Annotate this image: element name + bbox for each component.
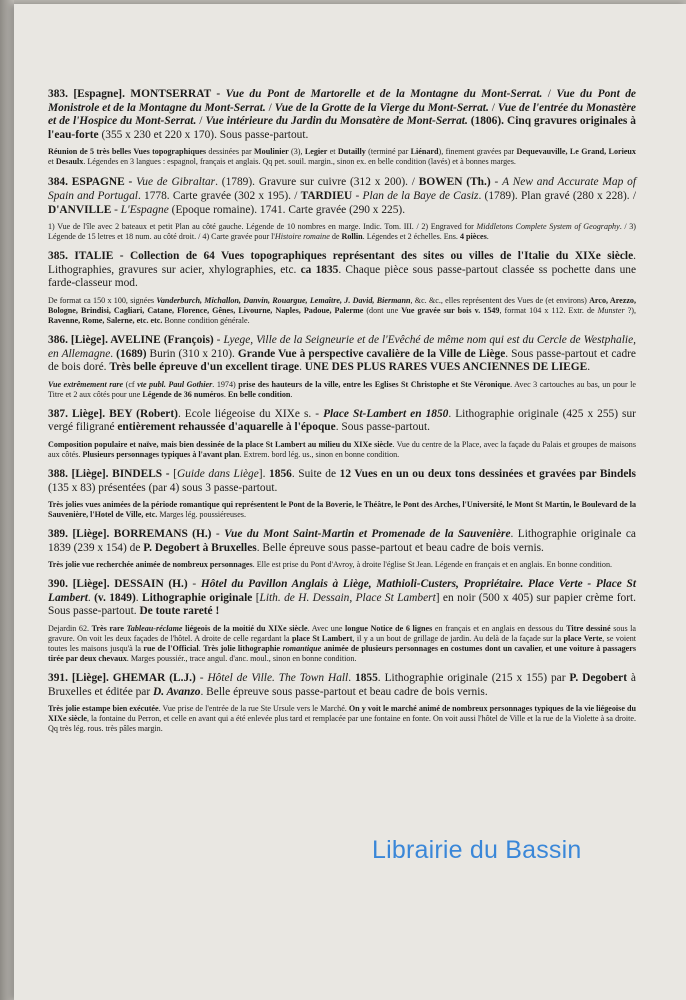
text-run: - <box>490 176 503 189</box>
text-run: , &c. &c., elles représentent des Vues de (et environs) <box>410 295 590 305</box>
text-run: [ <box>252 591 260 604</box>
text-run: place St Lambert <box>292 634 353 644</box>
text-run: Très jolie vue recherchée animée de nombreux personnages <box>48 560 253 570</box>
text-run: . <box>198 644 204 654</box>
text-run: (dont une <box>363 305 402 315</box>
text-run: Dejardin 62. <box>48 624 92 634</box>
text-run: TARDIEU <box>300 189 353 202</box>
entry-description <box>48 468 636 495</box>
text-run: L'Espagne <box>120 203 169 216</box>
text-run: Dutailly <box>337 147 366 157</box>
text-run: . Avec une <box>307 624 346 634</box>
text-run: à Bruxelles et éditée par <box>48 672 636 698</box>
text-run: De toute rareté ! <box>139 605 220 618</box>
text-run: / <box>265 101 275 114</box>
text-run: 387. Liège]. BEY (Robert) <box>48 407 178 420</box>
entry-description <box>48 88 636 142</box>
text-run: Lith. de H. Dessain, Place St Lambert <box>259 591 436 604</box>
text-run: - <box>187 578 201 591</box>
text-run: Titre dessiné <box>566 624 611 634</box>
text-run: . Lithographie originale (425 x 255) sur vergé filigrané <box>48 407 636 434</box>
text-run: 384. ESPAGNE - <box>48 176 137 189</box>
text-run: 383. [Espagne]. MONTSERRAT - <box>48 88 226 100</box>
entry-note <box>48 380 636 400</box>
entry-note <box>48 222 636 242</box>
entry-note <box>48 296 636 326</box>
text-run: 389. [Liège]. BORREMANS (H.) <box>48 528 212 541</box>
text-run: . <box>110 347 117 360</box>
text-run: . Avec 3 cartouches au bas, un pour le Titre et 2 aux côtés pour une <box>48 379 637 399</box>
text-run: en français et en anglais en dessous du <box>432 624 567 634</box>
text-run: Munster <box>597 305 625 315</box>
entry-description <box>48 528 636 555</box>
text-run: Vue intérieure du Jardin du Monsatère de Mont-Serrat. <box>205 115 468 128</box>
text-run: , il y a un bout de grillage de jardin. Au delà de la façade sur la <box>352 634 564 644</box>
text-run: Vue extrêmement rare <box>48 379 124 389</box>
text-run: Middletons Complete System of Geography <box>476 222 620 232</box>
book-spine-shadow <box>0 0 14 1000</box>
text-run: . Chaque pièce sous passe-partout classée ss pochette dans une farde-classeur mod. <box>48 263 637 290</box>
text-run: UNE DES PLUS RARES VUES ANCIENNES DE LIEGE <box>304 361 588 374</box>
text-run: Très jolie estampe bien exécutée <box>48 704 159 714</box>
text-run: . <box>223 389 228 399</box>
text-run: Hôtel de Ville. The Town Hall <box>207 672 349 685</box>
catalogue-entry-389 <box>48 528 636 570</box>
text-run: 388. [Liège]. BINDELS - <box>48 467 174 480</box>
text-run: Très jolies vues animées de la période romantique qui représentent le Pont de la Boverie, le Théâtre, le Pont des Arches, l'Université, le Mont St Martin, le Boulevard de la Sauvenière, l'Hotel de Ville, etc. <box>48 500 636 520</box>
text-run: - <box>111 203 121 216</box>
text-run: . <box>87 591 95 604</box>
text-run: Moulinier <box>254 147 289 157</box>
catalogue-content <box>48 88 636 742</box>
text-run: Vue de la Grotte de la Vierge du Mont-Serrat. <box>274 101 489 114</box>
text-run: 385. ITALIE - Collection de 64 Vues topographiques représentant des sites ou villes de l'Italie du XIXe siècle <box>48 250 634 263</box>
text-run: Arco, Arezzo, Bologne, Brindisi, Cagliari, Catane, Florence, Gênes, Livourne, Naples, Padoue, Palerme <box>48 295 637 315</box>
text-run: . Vue prise de l'entrée de la rue Ste Ursule vers le Marché. <box>158 704 349 714</box>
text-run: ), finement gravées par <box>438 147 517 157</box>
text-run: Bonne condition générale. <box>162 315 250 325</box>
text-run: ]. <box>258 467 270 480</box>
entry-description <box>48 578 636 619</box>
text-run: Vue du Pont de Monistrole et de la Montagne du Mont-Serrat. <box>48 88 636 114</box>
text-run: Légende de 36 numéros <box>142 389 224 399</box>
text-run: place Verte <box>563 634 603 644</box>
text-run: . Sous passe-partout et cadre de bois doré. <box>48 347 636 374</box>
text-run: Ravenne, Rome, Salerne, etc. etc. <box>48 315 163 325</box>
text-run: Hôtel du Pavillon Anglais à Liège, Mathioli-Custers, Propriétaire. Place Verte - Place St Lambert <box>48 578 636 604</box>
text-run: sous la gravure. On voit les deux façades de l'hôtel. A droite de celle regardant la <box>48 624 637 644</box>
text-run: ?), <box>624 305 637 315</box>
text-run: . 1974) <box>212 379 239 389</box>
text-run: . (1789). Gravure sur cuivre (312 x 200). / <box>215 176 419 189</box>
text-run: Vue du Mont Saint-Martin et Promenade de la Sauvenière <box>224 528 511 541</box>
entry-description <box>48 250 636 291</box>
text-run: Desaulx <box>55 157 84 167</box>
text-run: , se voient toutes les maisons jusqu'à la <box>48 634 637 654</box>
entry-note <box>48 704 636 734</box>
entry-note <box>48 560 636 570</box>
text-run: [ <box>173 467 177 480</box>
catalogue-entry-387 <box>48 408 636 460</box>
text-run: On y voit le marché animé de nombreux personnages typiques de la vie liégeoise du XIXe siècle <box>48 704 636 724</box>
text-run: De format ca 150 x 100, signées <box>48 295 157 305</box>
text-run: . Lithographie originale (215 x 155) par <box>377 672 570 685</box>
text-run: Histoire romaine <box>274 232 330 242</box>
text-run: A New and Accurate Map of Spain and Portugal <box>48 176 636 202</box>
text-run: (cf <box>123 379 138 389</box>
text-run: romantique <box>282 644 322 654</box>
text-run: Vue gravée sur bois v. 1549 <box>401 305 500 315</box>
text-run: . <box>135 591 143 604</box>
text-run: D. Avanzo <box>153 685 201 698</box>
entry-note <box>48 624 636 664</box>
text-run: (355 x 230 et 220 x 170). Sous passe-partout. <box>98 128 309 141</box>
text-run: . <box>348 672 356 685</box>
text-run: 391. [Liège]. GHEMAR (L.J.) <box>48 672 196 685</box>
text-run: / <box>542 88 557 100</box>
text-run: rue de l'Official <box>143 644 199 654</box>
text-run: ] en noir (500 x 405) sur papier crème fort. Sous passe-partout. <box>48 591 636 618</box>
text-run: Très jolie lithographie <box>203 644 283 654</box>
text-run: (1689) <box>116 347 147 360</box>
text-run: P. Degobert à Bruxelles <box>143 541 257 554</box>
entry-description <box>48 334 636 375</box>
text-run: . / 3) Légende de 15 letres et 18 num. au côté droit. / 4) Carte gravée pour l' <box>48 222 636 242</box>
text-run: animée de plusieurs personnages en costumes dont un cavalier, et une voiture à passagers tirée par deux chevaux <box>48 644 636 664</box>
text-run: 390. [Liège]. DESSAIN (H.) <box>48 578 188 591</box>
entry-description <box>48 176 636 217</box>
text-run: Très belle épreuve d'un excellent tirage <box>109 361 300 374</box>
text-run: . Ecole liégeoise du XIXe s. - <box>177 407 324 420</box>
text-run: . Marges poussiér., trace angul. d'anc. moul., sinon en bonne condition. <box>126 654 357 664</box>
text-run: dessinées par <box>206 147 255 157</box>
text-run: Grande Vue à perspective cavalière de la Ville de Liège <box>237 347 506 360</box>
text-run: (Epoque romaine). 1741. Carte gravée (290 x 225). <box>168 203 406 216</box>
text-run: Guide dans Liège <box>176 467 259 480</box>
catalogue-entry-385 <box>48 250 636 326</box>
text-run: Vue de Gibraltar <box>136 176 216 189</box>
text-run: (terminé par <box>365 147 411 157</box>
watermark: Librairie du Bassin <box>372 836 582 864</box>
catalogue-entry-388 <box>48 468 636 520</box>
text-run: Lyege, Ville de la Seigneurie et de l'Evêché de même nom qui est du Cercle de Westphalie, en Allemagne <box>48 333 636 360</box>
text-run: - <box>352 189 363 202</box>
text-run: . Belle épreuve sous passe-partout et beau cadre de bois vernis. <box>200 685 488 698</box>
text-run: vte publ. Paul Gothier <box>137 379 213 389</box>
text-run: de <box>329 232 342 242</box>
text-run: Composition populaire et naïve, mais bien dessinée de la place St Lambert au milieu du XIXe siècle <box>48 439 393 449</box>
text-run: Vanderburch, Michallon, Danvin, Rouargue, Lemaître, J. David, Biermann <box>156 295 411 305</box>
text-run: Très rare <box>91 624 127 634</box>
text-run: En belle condition <box>227 389 291 399</box>
text-run: D'ANVILLE <box>48 203 112 216</box>
entry-description <box>48 408 636 435</box>
text-run: longue Notice de 6 lignes <box>345 624 433 634</box>
text-run: Place St-Lambert en 1850 <box>323 407 449 420</box>
text-run: BOWEN (Th.) <box>418 176 491 189</box>
text-run: prise des hauteurs de la ville, entre les Eglises St Christophe et Ste Véronique <box>238 379 511 389</box>
text-run: . <box>299 361 305 374</box>
text-run: 386. [Liège]. AVELINE (François) <box>48 333 214 346</box>
text-run: - <box>213 333 224 346</box>
text-run: , la fontaine du Perron, et celle en avant qui a été enlevée plus tard et remplacée par une fontaine en fonte. On voit aussi l'hôtel de Ville et la rue de la Violette à sa droite. Qq très lég. rous. très pâles margin. <box>48 714 636 734</box>
entry-note <box>48 147 636 167</box>
text-run: et <box>48 157 56 167</box>
text-run: Lithographie originale <box>142 591 253 604</box>
text-run: . (1789). Plan gravé (280 x 228). / <box>478 189 637 202</box>
text-run: entièrement rehaussée d'aquarelle à l'époque <box>117 421 336 434</box>
text-run: . Belle épreuve sous passe-partout et beau cadre de bois vernis. <box>256 541 544 554</box>
text-run: . Extrem. bord lég. us., sinon en bonne condition. <box>239 449 400 459</box>
text-run: Rollin <box>341 232 363 242</box>
text-run: Tableau-réclame <box>126 624 183 634</box>
text-run: . 1778. Carte gravée (302 x 195). / <box>137 189 301 202</box>
text-run: . Légendes et 2 échelles. Ens. <box>362 232 460 242</box>
text-run: et <box>327 147 338 157</box>
text-run: 12 Vues en un ou deux tons dessinées et gravées par Bindels <box>339 467 636 480</box>
text-run: - <box>211 528 225 541</box>
text-run: / <box>196 115 206 128</box>
text-run: Vue du Pont de Martorelle et de la Montagne du Mont-Serrat. <box>225 88 543 100</box>
text-run: Réunion de 5 très belles Vues topographiques <box>48 147 207 157</box>
text-run: (v. 1849) <box>94 591 136 604</box>
text-run: . Vue du centre de la Place, avec la façade du Palais et groupes de maisons aux côtés. <box>48 439 636 459</box>
text-run: 1856 <box>269 467 292 480</box>
text-run: liégeois de la moitié du XIXe siècle <box>182 624 308 634</box>
text-run: Plan de la Baye de Casiz <box>362 189 479 202</box>
catalogue-entry-384 <box>48 176 636 242</box>
text-run: ca 1835 <box>300 263 339 276</box>
text-run: . <box>486 232 489 242</box>
catalogue-entry-386 <box>48 334 636 400</box>
text-run: 1855 <box>355 672 378 685</box>
text-run: Marges lég. poussiéreuses. <box>157 510 246 520</box>
catalogue-entry-391 <box>48 672 636 734</box>
text-run: . <box>290 389 293 399</box>
catalogue-entry-383 <box>48 88 636 167</box>
text-run: . <box>587 361 591 374</box>
text-run: Plusieurs personnages typiques à l'avant plan <box>82 449 240 459</box>
text-run: (3), <box>288 147 305 157</box>
text-run: 1) Vue de l'île avec 2 bateaux et petit Plan au côté gauche. Légende de 10 nombres en marge. Indic. Tom. III. / 2) Engraved for <box>48 222 477 232</box>
text-run: . Lithographie originale ca 1839 (239 x 154) de <box>48 528 636 554</box>
text-run: Liénard <box>410 147 439 157</box>
text-run: . Légendes en 3 langues : espagnol, français et anglais. Qq pet. souil. margin., sinon ex. en belle condition (lavés) et à bonnes marges. <box>83 157 516 167</box>
text-run: . Lithographies, gravures sur acier, xhylographies, etc. <box>48 250 636 276</box>
text-run: / <box>488 101 498 114</box>
text-run: Vue de l'entrée du Monastère et de l'Hospice du Mont-Serrat. <box>48 101 636 128</box>
text-run: (1806). Cinq gravures originales à l'eau-forte <box>48 115 636 141</box>
catalogue-entry-390 <box>48 578 636 664</box>
text-run: 4 pièces <box>459 232 487 242</box>
text-run: Dequevauville, Le Grand, Lorieux <box>516 147 636 157</box>
text-run: (135 x 83) présentées (par 4) sous 3 passe-partout. <box>48 481 278 494</box>
text-run: Legier <box>304 147 328 157</box>
text-run: . Suite de <box>291 467 340 480</box>
text-run: P. Degobert <box>569 672 628 685</box>
text-run: , format 104 x 112. Extr. de <box>499 305 598 315</box>
text-run: . Elle est prise du Pont d'Avroy, à droite l'église St Jean. Légende en français et en anglais. En bonne condition. <box>252 560 613 570</box>
entry-note <box>48 440 636 460</box>
entry-note <box>48 500 636 520</box>
text-run: Burin (310 x 210). <box>146 347 238 360</box>
text-run: . Sous passe-partout. <box>335 421 430 434</box>
text-run: - <box>195 672 208 685</box>
entry-description <box>48 672 636 699</box>
